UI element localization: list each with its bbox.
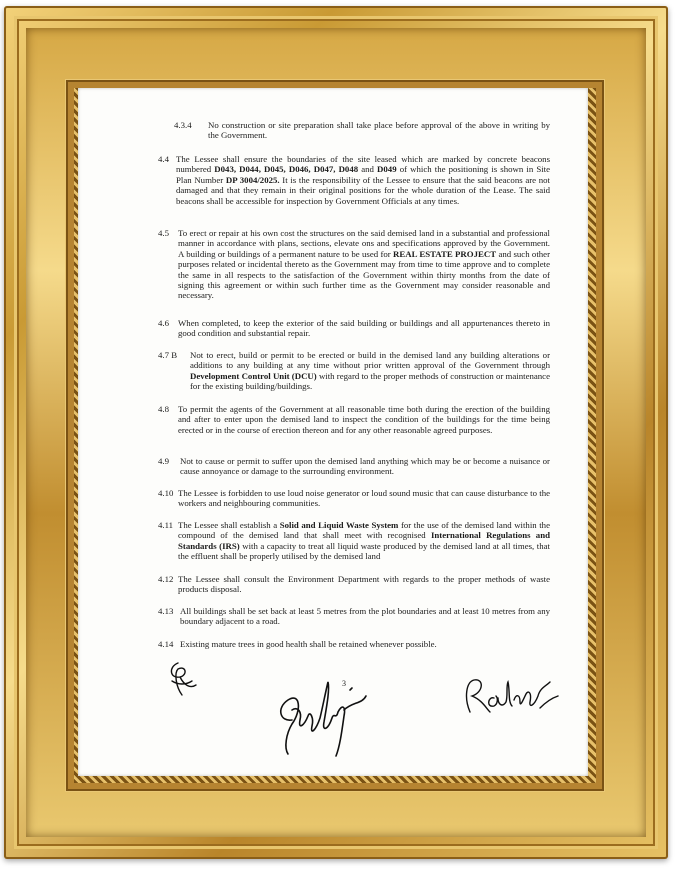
page-number: 3 [342,679,346,688]
clause-4-5: To erect or repair at his own cost the structures on the said demised land in a substantial and professional manner in accordance with plans, sections, elevate ons and specifications approved by the Government. A building or buildings of a permanent nature to be used for REAL ESTATE PROJECT and such other purposes related or incidental thereto as the Government may from time to time approve and to complete the same in all respects to the satisfaction of the Government within thirty months from the date of signing this agreement or within such further time as the Government may consider reasonable and necessary. [178,228,551,301]
initials-signature-left [160,655,206,705]
clause-number: 4.11 [158,520,174,530]
clause-4-11: The Lessee shall establish a Solid and Liquid Waste System for the use of the demised land within the compound of the demised land that shall meet with recognised International Regulations and Standards (IRS) with a capacity to treat all liquid waste produced by the demised land at all times, that the effluent shall be properly utilised by the demised land [178,520,550,562]
clause-number: 4.5 [158,228,169,238]
clause-number: 4.8 [158,404,169,414]
clause-4-13: All buildings shall be set back at least 5 metres from the plot boundaries and at least 10 metres from any boundary adjacent to a road. [180,606,550,627]
clause-4-4: The Lessee shall ensure the boundaries of the site leased which are marked by concrete beacons numbered D043, D044, D045, D046, D047, D048 and D049 of which the positioning is shown in Site Plan Number DP 3004/2025. It is the responsibility of the Lessee to ensure that the said beacons are not damaged and that they remain in their original positions for the whole duration of the Lease. The said beacons shall be accessible for inspection by Government Officials at any times. [176,154,551,206]
clause-number: 4.3.4 [174,120,192,130]
clause-number: 4.14 [158,639,174,649]
clause-4-8: To permit the agents of the Government at all reasonable time both during the erection of the building and after to enter upon the demised land to inspect the condition of the buildings for the time being erected or in the course of erection thereon and for any other reasonable agreed purposes. [178,404,550,435]
clause-number: 4.12 [158,574,174,584]
clause-4-6: When completed, to keep the exterior of the said building or buildings and all appurtenances thereto in good condition and substantial repair. [178,318,550,339]
clause-4-12: The Lessee shall consult the Environment Department with regards to the proper methods of waste products disposal. [178,574,550,595]
clause-number: 4.13 [158,606,174,616]
clause-4-7-b: Not to erect, build or permit to be erected or build in the demised land any building alterations or additions to any building at any time without prior written approval of the Government through Development Control Unit (DCU) with regard to the proper methods of construction or maintenance for the existing building/buildings. [190,350,550,392]
clause-4-9: Not to cause or permit to suffer upon the demised land anything which may be or become a nuisance or cause annoyance or damage to the surrounding environment. [180,456,550,477]
clause-4-3-4: No construction or site preparation shall take place before approval of the above in writing by the Government. [208,120,550,141]
clause-number: 4.6 [158,318,169,328]
main-signature [262,660,382,760]
clause-number: 4.9 [158,456,169,466]
clause-number: 4.10 [158,488,174,498]
signature-right [454,668,564,728]
clause-number: 4.4 [158,154,169,164]
clause-4-14: Existing mature trees in good health shall be retained whenever possible. [180,639,437,649]
clause-number: 4.7 B [158,350,178,360]
clause-4-10: The Lessee is forbidden to use loud noise generator or loud sound music that can cause disturbance to the workers and neighbouring communities. [178,488,550,509]
